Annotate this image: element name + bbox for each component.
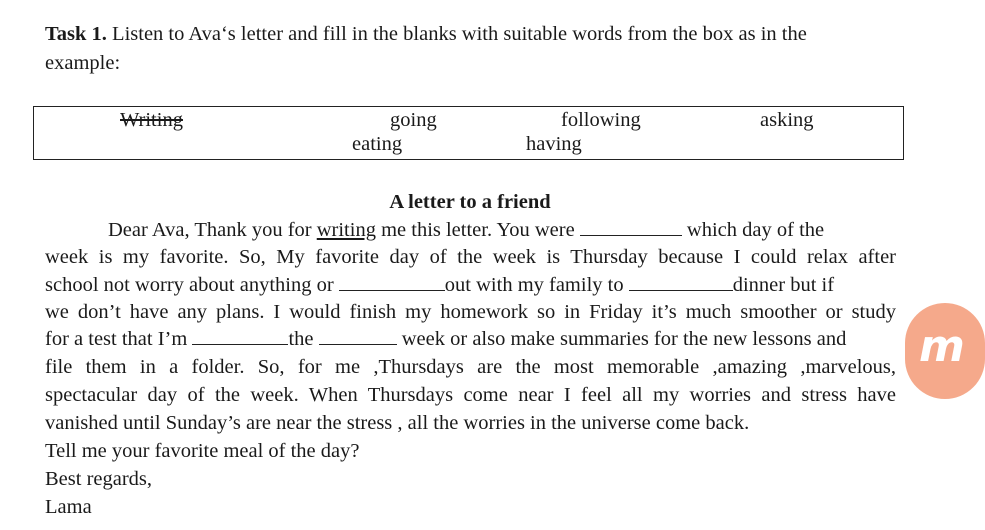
badge-letter: m [919,321,965,372]
word-box-item: eating [352,133,403,155]
word-box-item: asking [760,109,814,131]
letter-line-1 [45,217,896,243]
letter-closing: Best regards, [45,468,153,490]
letter-line-8: vanished until Sunday’s are near the stress , all the worries in the universe come back. [45,412,750,434]
word-box-item: following [561,109,641,131]
letter-text: out with my family to [444,274,629,296]
letter-line-7: spectacular day of the week. When Thursdays come near I feel all my worries and stress have [45,384,896,406]
letter-signature: Lama [45,496,92,518]
watermark-badge-icon [905,303,985,399]
task-line-2: example: [45,52,121,74]
word-box-item: going [390,109,437,131]
letter-text: the [288,328,319,350]
letter-line-4: we don’t have any plans. I would finish my homework so in Friday it’s much smoother or study [45,301,896,323]
letter-text: which day of the [681,219,825,241]
letter-line-2: week is my favorite. So, My favorite day of the week is Thursday because I could relax after [45,246,896,268]
letter-text: Dear Ava, Thank you for [108,219,317,241]
word-box [33,106,904,160]
letter-line-6: file them in a folder. So, for me ,Thursdays are the most memorable ,amazing ,marvelous, [45,356,896,378]
letter-text: school not worry about anything or [45,274,339,296]
letter-line-5 [45,326,896,352]
task-label: Task 1. [45,23,107,45]
word-box-item: Writing [120,109,183,131]
task-instruction [45,20,905,78]
answer-blank-4[interactable] [192,326,288,345]
letter-title: A letter to a friend [389,191,551,213]
task-instruction-text: Listen to Ava‘s letter and fill in the blanks with suitable words from the box as in the [106,23,807,45]
letter-text: me this letter. You were [375,219,580,241]
letter-line-9: Tell me your favorite meal of the day? [45,440,360,462]
example-answer: writing [316,219,376,241]
letter-text: week or also make summaries for the new lessons and [396,328,847,350]
word-box-item: having [526,133,582,155]
answer-blank-3[interactable] [629,272,733,291]
letter-text: for a test that I’m [45,328,193,350]
letter-line-3 [45,272,896,298]
task-line-1 [45,20,905,49]
answer-blank-2[interactable] [339,272,445,291]
letter-text: dinner but if [732,274,835,296]
answer-blank-5[interactable] [319,326,397,345]
answer-blank-1[interactable] [580,217,682,236]
